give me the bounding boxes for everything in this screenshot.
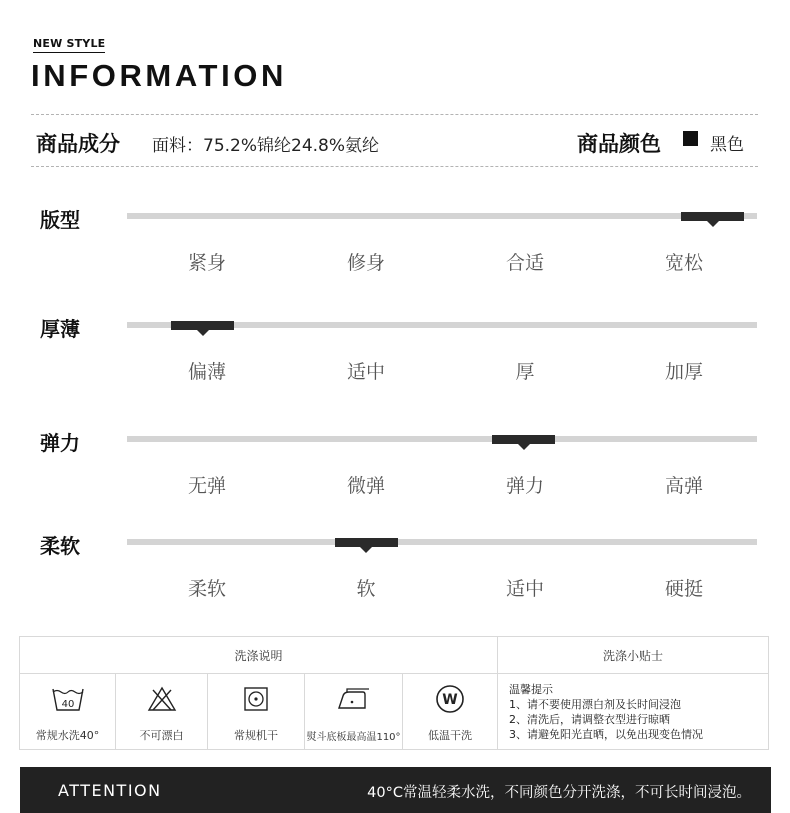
attribute-option: 软	[356, 578, 376, 600]
attribute-track	[127, 213, 757, 219]
attribute-option: 修身	[346, 252, 385, 274]
attribute-option: 适中	[505, 578, 544, 600]
attention-bar	[20, 767, 771, 813]
care-label: 常规机干	[234, 729, 278, 742]
iron-icon	[335, 686, 373, 716]
attribute-option: 无弹	[187, 475, 226, 497]
care-cell-bleach	[116, 674, 208, 750]
attribute-option: 弹力	[505, 475, 544, 497]
color-value: 黑色	[710, 135, 744, 155]
wet-clean-icon	[435, 686, 465, 718]
attribute-marker	[681, 212, 744, 221]
care-label: 熨斗底板最高温110°	[306, 732, 401, 743]
attribute-track	[127, 436, 757, 442]
attribute-option: 适中	[346, 361, 385, 383]
attribute-label: 版型	[40, 208, 80, 232]
divider-top	[31, 114, 758, 115]
attribute-option: 紧身	[187, 252, 226, 274]
care-header-instructions: 洗涤说明	[20, 637, 498, 674]
attribute-marker	[171, 321, 234, 330]
tip-line: 2、清洗后，请调整衣型进行晾晒	[509, 713, 670, 726]
wash-40-icon	[51, 686, 85, 716]
care-cell-wash	[20, 674, 116, 750]
attribute-option: 硬挺	[664, 578, 703, 600]
care-label: 常规水洗40°	[35, 729, 100, 742]
tip-line: 1、请不要使用漂白剂及长时间浸泡	[509, 698, 681, 711]
attribute-option: 柔软	[187, 578, 226, 600]
attribute-option: 加厚	[664, 361, 703, 383]
attribute-option: 合适	[505, 252, 544, 274]
care-header-tips: 洗涤小贴士	[498, 637, 768, 674]
attention-text: 40°C常温轻柔水洗，不同颜色分开洗涤，不可长时间浸泡。	[367, 785, 751, 801]
color-label: 商品颜色	[577, 132, 661, 156]
attribute-label: 弹力	[40, 431, 80, 455]
attribute-label: 厚薄	[40, 317, 80, 341]
svg-text:W: W	[442, 692, 458, 708]
attribute-option: 偏薄	[187, 361, 226, 383]
attribute-marker	[335, 538, 398, 547]
divider-bottom	[31, 166, 758, 167]
care-cell-dry	[208, 674, 305, 750]
attribute-option: 高弹	[664, 475, 703, 497]
new-style-tag: NEW STYLE	[33, 37, 105, 53]
no-bleach-icon	[147, 686, 177, 716]
care-label: 不可漂白	[139, 729, 184, 742]
care-cell-dryclean	[403, 674, 498, 750]
attribute-option: 微弹	[346, 475, 385, 497]
care-table	[19, 636, 769, 750]
material-value: 面料：75.2%锦纶24.8%氨纶	[152, 136, 380, 156]
attribute-marker	[492, 435, 555, 444]
color-swatch	[683, 131, 698, 146]
tumble-dry-icon	[243, 686, 269, 716]
attribute-option: 厚	[515, 361, 535, 383]
attention-title: ATTENTION	[58, 781, 162, 800]
page-title: INFORMATION	[31, 58, 287, 93]
attribute-track	[127, 539, 757, 545]
attribute-label: 柔软	[40, 534, 80, 558]
tip-line: 温馨提示	[509, 683, 553, 696]
care-tips	[509, 682, 703, 742]
care-label: 低温干洗	[428, 729, 472, 742]
attribute-option: 宽松	[664, 252, 703, 274]
svg-text:40: 40	[61, 699, 74, 710]
tip-line: 3、请避免阳光直晒，以免出现变色情况	[509, 728, 703, 741]
care-cell-iron	[305, 674, 403, 750]
material-label: 商品成分	[36, 132, 120, 156]
